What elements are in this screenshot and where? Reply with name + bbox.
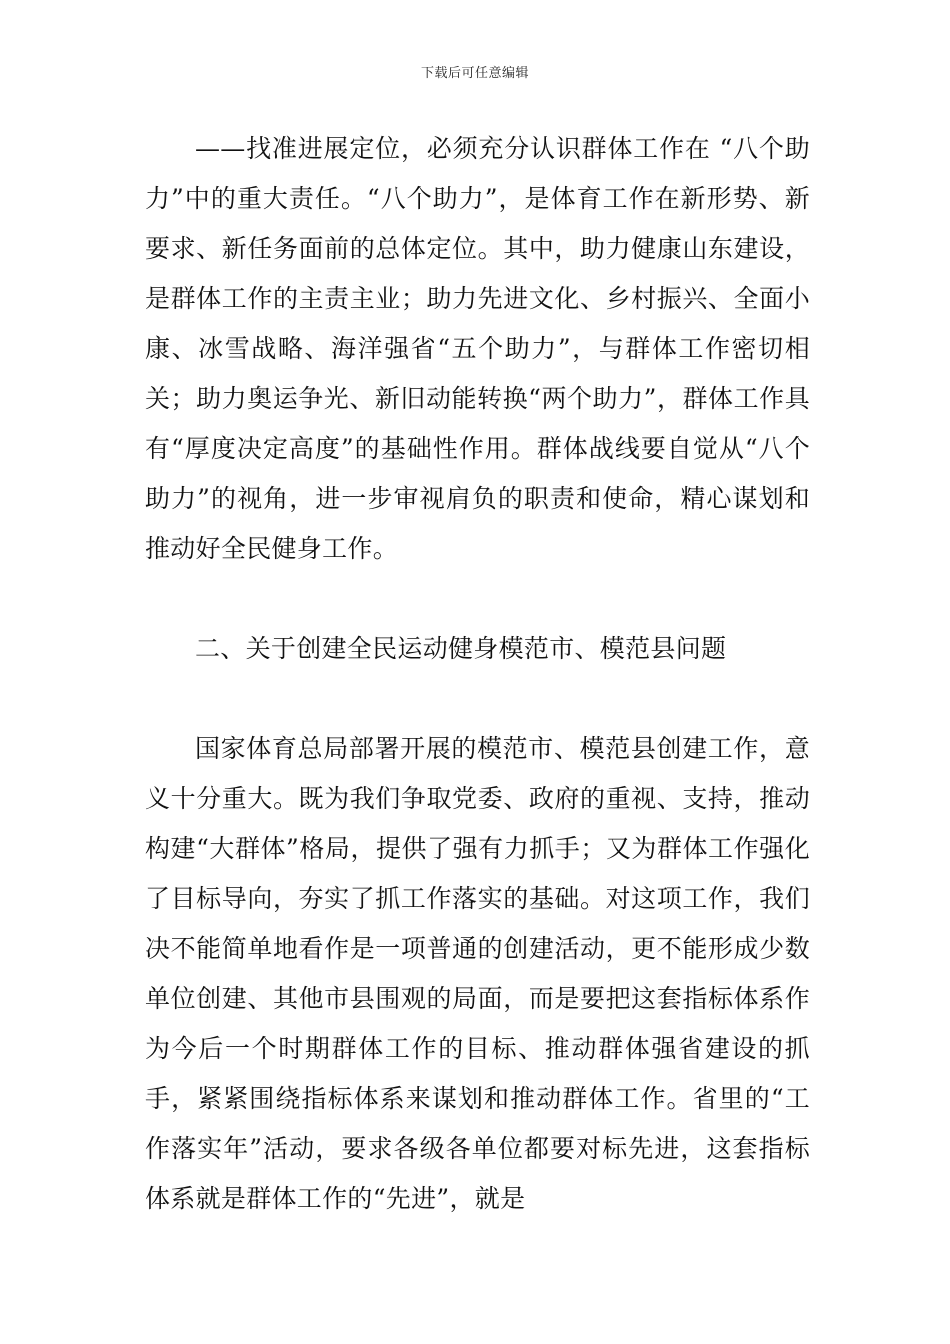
- section-heading-2: 二、关于创建全民运动健身模范市、模范县问题: [195, 634, 727, 663]
- paragraph-positioning: ——找准进展定位，必须充分认识群体工作在 “八个助力”中的重大责任。“八个助力”，是体育工作在新形势、新要求、新任务面前的总体定位。其中，助力健康山东建设，是群体工作的主责主业；助力先进文化、乡村振兴、全面小康、冰雪战略、海洋强省“五个助力”，与群体工作密切相关；助力奥运争光、新旧动能转换“两个助力”，群体工作具有“厚度决定高度”的基础性作用。群体战线要自觉从“八个助力”的视角，进一步审视肩负的职责和使命，精心谋划和推动好全民健身工作。: [145, 134, 810, 563]
- paragraph-model-city: 国家体育总局部署开展的模范市、模范县创建工作，意义十分重大。既为我们争取党委、政府的重视、支持，推动构建“大群体”格局，提供了强有力抓手；又为群体工作强化了目标导向，夯实了抓工作落实的基础。对这项工作，我们决不能简单地看作是一项普通的创建活动，更不能形成少数单位创建、其他市县围观的局面，而是要把这套指标体系作为今后一个时期群体工作的目标、推动群体强省建设的抓手，紧紧围绕指标体系来谋划和推动群体工作。省里的“工作落实年”活动，要求各级各单位都要对标先进，这套指标体系就是群体工作的“先进”，就是: [145, 734, 810, 1213]
- page-header-note: 下载后可任意编辑: [420, 66, 529, 81]
